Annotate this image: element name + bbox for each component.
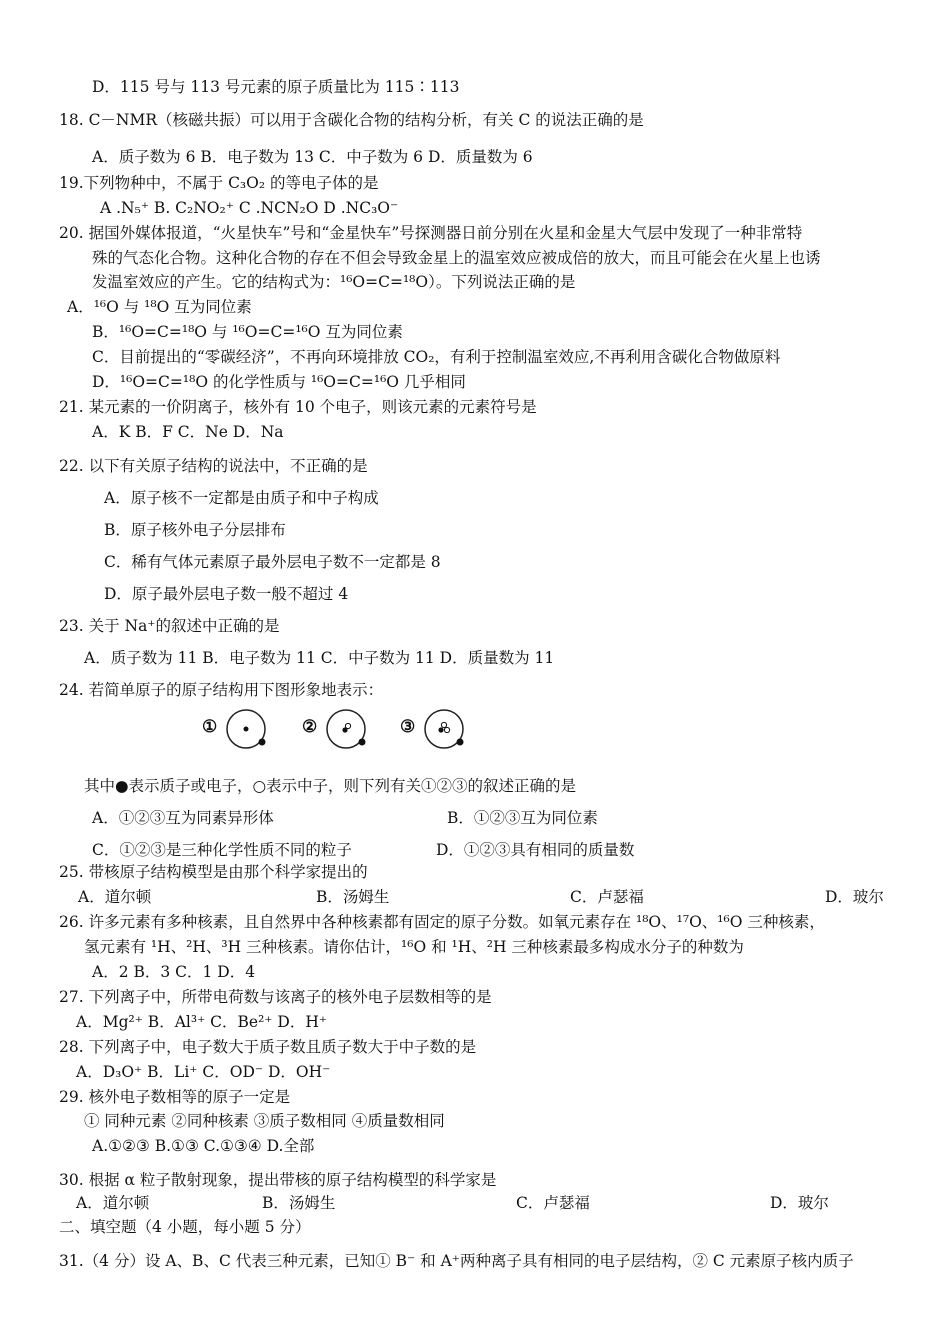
q28-options: A．D₃O⁺ B．Li⁺ C．OD⁻ D．OH⁻: [76, 1063, 331, 1081]
section-two-heading: 二、填空题（4 小题，每小题 5 分）: [59, 1218, 311, 1236]
q20-option-b: B．¹⁶O=C=¹⁸O 与 ¹⁶O=C=¹⁶O 互为同位素: [92, 323, 403, 341]
q21-stem: 21. 某元素的一价阴离子，核外有 10 个电子，则该元素的元素符号是: [59, 398, 537, 416]
q30-option-b: B．汤姆生: [262, 1194, 336, 1212]
atom-diagram-deuterium: [324, 705, 374, 753]
atom-label-2: ②: [302, 717, 318, 737]
q26-stem-line2: 氢元素有 ¹H、²H、³H 三种核素。请你估计，¹⁶O 和 ¹H、²H 三种核素最多构成水分子的种数为: [84, 938, 744, 956]
q24-legend: 其中●表示质子或电子，○表示中子，则下列有关①②③的叙述正确的是: [84, 777, 577, 795]
q22-option-d: D．原子最外层电子数一般不超过 4: [104, 585, 349, 603]
q24-option-c: C．①②③是三种化学性质不同的粒子: [92, 841, 352, 859]
q25-stem: 25. 带核原子结构模型是由那个科学家提出的: [59, 863, 368, 881]
atom-diagram-tritium: [422, 705, 472, 753]
q30-option-d: D．玻尔: [770, 1194, 829, 1212]
q22-option-c: C．稀有气体元素原子最外层电子数不一定都是 8: [104, 553, 441, 571]
q27-stem: 27. 下列离子中，所带电荷数与该离子的核外电子层数相等的是: [59, 988, 492, 1006]
q20-stem-line3: 发温室效应的产生。它的结构式为：¹⁶O=C=¹⁸O）。下列说法正确的是: [92, 273, 576, 291]
q31-stem: 31.（4 分）设 A、B、C 代表三种元素，已知① B⁻ 和 A⁺两种离子具有相同的电子层结构，② C 元素原子核内质子: [59, 1252, 854, 1270]
q20-option-c: C．目前提出的“零碳经济”，不再向环境排放 CO₂，有利于控制温室效应,不再利用含碳化合物做原料: [92, 348, 781, 366]
q29-items: ① 同种元素 ②同种核素 ③质子数相同 ④质量数相同: [84, 1112, 445, 1130]
q17-option-d: D．115 号与 113 号元素的原子质量比为 115∶113: [92, 78, 460, 96]
q22-stem: 22. 以下有关原子结构的说法中，不正确的是: [59, 457, 368, 475]
atom-diagram-protium: [224, 705, 274, 753]
atom-label-3: ③: [400, 717, 416, 737]
q30-option-a: A．道尔顿: [76, 1194, 150, 1212]
q21-options: A．K B．F C．Ne D．Na: [92, 423, 284, 441]
q27-options: A．Mg²⁺ B．Al³⁺ C．Be²⁺ D．H⁺: [76, 1013, 328, 1031]
q22-option-a: A．原子核不一定都是由质子和中子构成: [104, 489, 379, 507]
q26-options: A．2 B．3 C．1 D．4: [92, 963, 256, 981]
q22-option-b: B．原子核外电子分层排布: [104, 521, 286, 539]
q19-stem: 19.下列物种中，不属于 C₃O₂ 的等电子体的是: [59, 174, 379, 192]
q24-option-d: D．①②③具有相同的质量数: [436, 841, 635, 859]
q28-stem: 28. 下列离子中，电子数大于质子数且质子数大于中子数的是: [59, 1038, 477, 1056]
q19-options: A .N₅⁺ B. C₂NO₂⁺ C .NCN₂O D .NC₃O⁻: [100, 199, 399, 217]
atom-figure-3: [400, 703, 480, 753]
q30-option-c: C．卢瑟福: [516, 1194, 590, 1212]
q25-option-c: C．卢瑟福: [570, 888, 644, 906]
q23-stem: 23. 关于 Na⁺的叙述中正确的是: [59, 617, 280, 635]
q24-stem: 24. 若简单原子的原子结构用下图形象地表示：: [59, 681, 384, 699]
q26-stem-line1: 26. 许多元素有多种核素，且自然界中各种核素都有固定的原子分数。如氧元素存在 ¹⁸O、¹⁷O、¹⁶O 三种核素，: [59, 913, 825, 931]
q29-options: A.①②③ B.①③ C.①③④ D.全部: [92, 1137, 315, 1155]
q20-stem-line1: 20. 据国外媒体报道，“火星快车”号和“金星快车”号探测器日前分别在火星和金星大气层中发现了一种非常特: [59, 224, 803, 242]
q29-stem: 29. 核外电子数相等的原子一定是: [59, 1088, 291, 1106]
q18-options: A．质子数为 6 B．电子数为 13 C．中子数为 6 D．质量数为 6: [92, 148, 533, 166]
atom-label-1: ①: [202, 717, 218, 737]
q18-stem: 18. C－NMR（核磁共振）可以用于含碳化合物的结构分析，有关 C 的说法正确的是: [59, 111, 644, 129]
q20-stem-line2: 殊的气态化合物。这种化合物的存在不但会导致金星上的温室效应被成倍的放大，而且可能会在火星上也诱: [92, 249, 821, 267]
q24-option-a: A．①②③互为同素异形体: [92, 809, 274, 827]
q20-option-a: A．¹⁶O 与 ¹⁸O 互为同位素: [67, 298, 252, 316]
q23-options: A．质子数为 11 B．电子数为 11 C．中子数为 11 D．质量数为 11: [84, 649, 555, 667]
q24-option-b: B．①②③互为同位素: [447, 809, 598, 827]
q25-option-d: D．玻尔: [825, 888, 884, 906]
atom-figure-2: [302, 703, 382, 753]
q25-option-b: B．汤姆生: [316, 888, 390, 906]
q25-option-a: A．道尔顿: [78, 888, 152, 906]
q30-stem: 30. 根据 α 粒子散射现象，提出带核的原子结构模型的科学家是: [59, 1171, 497, 1189]
atom-figure-1: [202, 703, 282, 753]
q20-option-d: D．¹⁶O=C=¹⁸O 的化学性质与 ¹⁶O=C=¹⁶O 几乎相同: [92, 373, 466, 391]
